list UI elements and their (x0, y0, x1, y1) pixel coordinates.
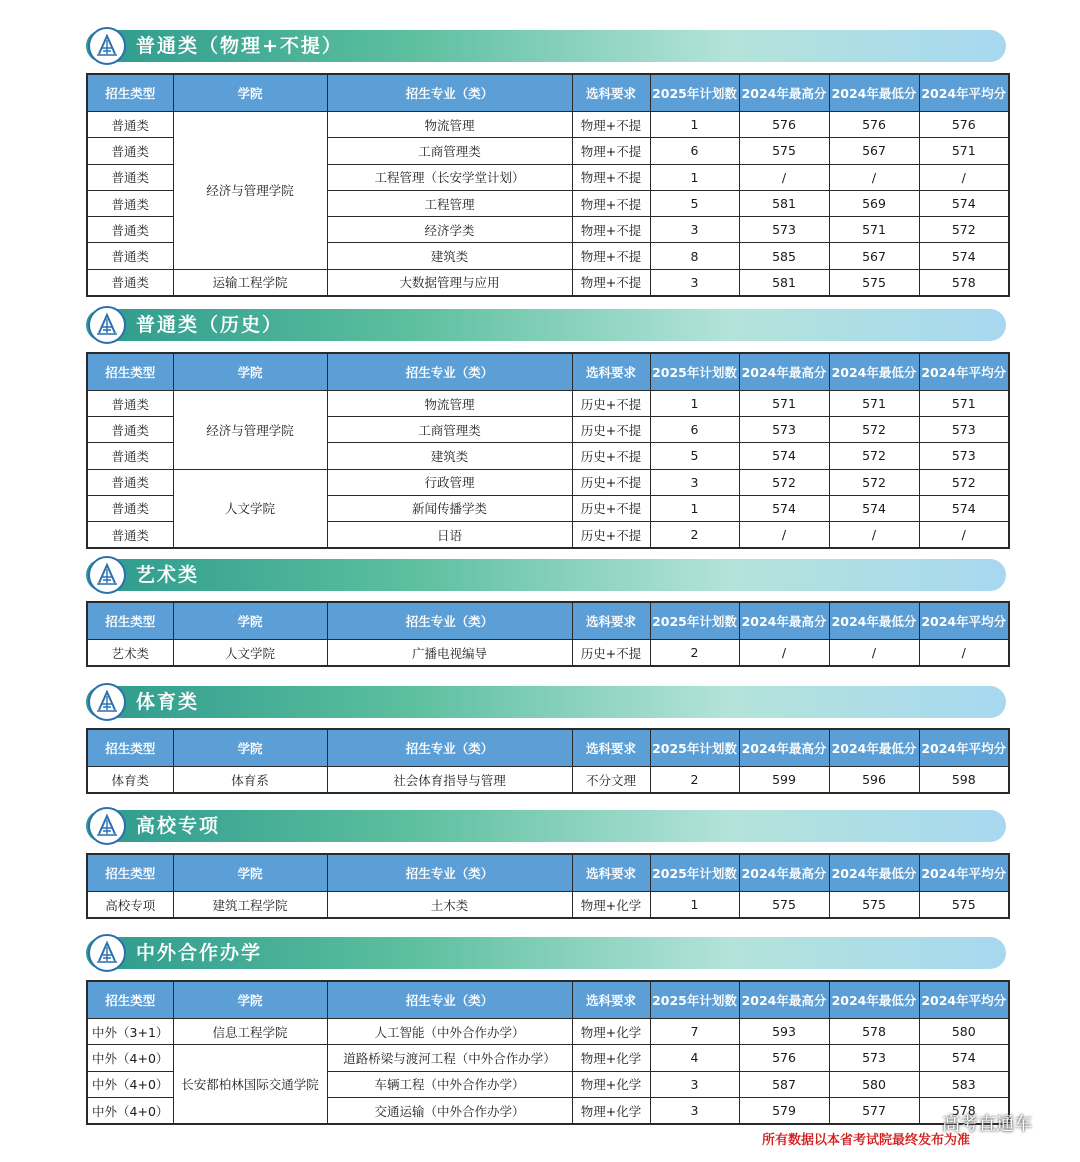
column-header-max-2024: 2024年最高分 (739, 353, 829, 391)
section-banner-bar (86, 810, 1006, 842)
score-table (86, 980, 1010, 1125)
cell-avg-2024: 571 (919, 138, 1009, 164)
column-header-min-2024: 2024年最低分 (829, 74, 919, 112)
cell-subject-req: 物理+不提 (572, 164, 650, 190)
column-header-avg-2024: 2024年平均分 (919, 729, 1009, 767)
cell-min-2024: 578 (829, 1019, 919, 1045)
cell-college: 建筑工程学院 (173, 892, 327, 919)
cell-type: 中外（4+0） (87, 1097, 173, 1124)
column-header-min-2024: 2024年最低分 (829, 602, 919, 640)
cell-type: 体育类 (87, 767, 173, 794)
footer-note: 所有数据以本省考试院最终发布为准 (762, 1133, 971, 1148)
cell-major: 工商管理类 (327, 138, 572, 164)
cell-major: 工程管理（长安学堂计划） (327, 164, 572, 190)
column-header-type: 招生类型 (87, 74, 173, 112)
cell-min-2024: 572 (829, 443, 919, 469)
section-banner (86, 309, 1008, 341)
cell-min-2024: / (829, 164, 919, 190)
column-header-avg-2024: 2024年平均分 (919, 854, 1009, 892)
cell-major: 土木类 (327, 892, 572, 919)
cell-plan-2025: 3 (650, 217, 739, 243)
cell-avg-2024: 578 (919, 1097, 1009, 1124)
cell-plan-2025: 2 (650, 767, 739, 794)
column-header-avg-2024: 2024年平均分 (919, 602, 1009, 640)
cell-major: 日语 (327, 521, 572, 548)
cell-college: 长安都柏林国际交通学院 (173, 1045, 327, 1124)
section-title: 体育类 (136, 691, 200, 713)
score-table (86, 853, 1010, 919)
cell-subject-req: 物理+不提 (572, 217, 650, 243)
university-emblem-icon (88, 934, 126, 972)
cell-type: 普通类 (87, 217, 173, 243)
column-header-major: 招生专业（类） (327, 353, 572, 391)
cell-college: 人文学院 (173, 469, 327, 548)
cell-avg-2024: 574 (919, 190, 1009, 216)
table-row (87, 269, 1009, 296)
column-header-college: 学院 (173, 353, 327, 391)
section-banner (86, 559, 1008, 591)
cell-type: 中外（4+0） (87, 1071, 173, 1097)
cell-max-2024: 575 (739, 892, 829, 919)
section-banner (86, 686, 1008, 718)
cell-min-2024: 596 (829, 767, 919, 794)
table-row (87, 391, 1009, 417)
column-header-max-2024: 2024年最高分 (739, 602, 829, 640)
cell-avg-2024: 580 (919, 1019, 1009, 1045)
column-header-college: 学院 (173, 854, 327, 892)
cell-college: 体育系 (173, 767, 327, 794)
cell-subject-req: 物理+不提 (572, 190, 650, 216)
cell-avg-2024: / (919, 521, 1009, 548)
cell-type: 中外（3+1） (87, 1019, 173, 1045)
column-header-min-2024: 2024年最低分 (829, 353, 919, 391)
cell-type: 普通类 (87, 495, 173, 521)
column-header-subject-req: 选科要求 (572, 602, 650, 640)
cell-max-2024: 581 (739, 190, 829, 216)
column-header-plan-2025: 2025年计划数 (650, 353, 739, 391)
column-header-major: 招生专业（类） (327, 854, 572, 892)
cell-major: 物流管理 (327, 112, 572, 138)
cell-type: 普通类 (87, 521, 173, 548)
cell-subject-req: 物理+化学 (572, 892, 650, 919)
cell-avg-2024: 572 (919, 217, 1009, 243)
cell-college: 信息工程学院 (173, 1019, 327, 1045)
column-header-plan-2025: 2025年计划数 (650, 74, 739, 112)
cell-type: 中外（4+0） (87, 1045, 173, 1071)
cell-type: 普通类 (87, 269, 173, 296)
cell-avg-2024: 583 (919, 1071, 1009, 1097)
cell-min-2024: 572 (829, 469, 919, 495)
cell-major: 交通运输（中外合作办学） (327, 1097, 572, 1124)
university-emblem-icon (88, 683, 126, 721)
table-row (87, 469, 1009, 495)
cell-max-2024: 574 (739, 495, 829, 521)
column-header-major: 招生专业（类） (327, 981, 572, 1019)
column-header-subject-req: 选科要求 (572, 854, 650, 892)
cell-major: 道路桥梁与渡河工程（中外合作办学） (327, 1045, 572, 1071)
column-header-college: 学院 (173, 729, 327, 767)
column-header-subject-req: 选科要求 (572, 729, 650, 767)
cell-subject-req: 不分文理 (572, 767, 650, 794)
cell-type: 普通类 (87, 443, 173, 469)
cell-plan-2025: 7 (650, 1019, 739, 1045)
column-header-type: 招生类型 (87, 981, 173, 1019)
watermark-text: 高考直通车 (942, 1114, 1032, 1135)
section-title: 普通类（物理+不提） (136, 35, 343, 57)
column-header-plan-2025: 2025年计划数 (650, 729, 739, 767)
cell-max-2024: / (739, 164, 829, 190)
cell-major: 建筑类 (327, 243, 572, 269)
cell-college: 经济与管理学院 (173, 391, 327, 470)
cell-subject-req: 历史+不提 (572, 521, 650, 548)
cell-plan-2025: 5 (650, 190, 739, 216)
cell-plan-2025: 1 (650, 892, 739, 919)
cell-plan-2025: 1 (650, 495, 739, 521)
cell-subject-req: 物理+化学 (572, 1071, 650, 1097)
cell-plan-2025: 2 (650, 521, 739, 548)
column-header-max-2024: 2024年最高分 (739, 854, 829, 892)
column-header-major: 招生专业（类） (327, 729, 572, 767)
cell-major: 车辆工程（中外合作办学） (327, 1071, 572, 1097)
cell-subject-req: 历史+不提 (572, 443, 650, 469)
table-header-row (87, 729, 1009, 767)
cell-min-2024: 567 (829, 138, 919, 164)
university-emblem-icon (88, 807, 126, 845)
column-header-subject-req: 选科要求 (572, 981, 650, 1019)
cell-college: 人文学院 (173, 640, 327, 667)
cell-max-2024: 572 (739, 469, 829, 495)
university-emblem-icon (88, 306, 126, 344)
table-header-row (87, 353, 1009, 391)
section-banner-bar (86, 937, 1006, 969)
table-header-row (87, 981, 1009, 1019)
cell-max-2024: 579 (739, 1097, 829, 1124)
cell-max-2024: 575 (739, 138, 829, 164)
cell-max-2024: 576 (739, 112, 829, 138)
cell-type: 普通类 (87, 138, 173, 164)
cell-min-2024: 572 (829, 417, 919, 443)
cell-college: 经济与管理学院 (173, 112, 327, 270)
cell-min-2024: / (829, 640, 919, 667)
cell-min-2024: 573 (829, 1045, 919, 1071)
cell-major: 建筑类 (327, 443, 572, 469)
cell-avg-2024: 578 (919, 269, 1009, 296)
cell-max-2024: 571 (739, 391, 829, 417)
cell-subject-req: 物理+不提 (572, 243, 650, 269)
section-title: 普通类（历史） (136, 314, 284, 336)
cell-subject-req: 物理+化学 (572, 1019, 650, 1045)
cell-max-2024: 573 (739, 417, 829, 443)
cell-subject-req: 物理+不提 (572, 269, 650, 296)
cell-min-2024: 569 (829, 190, 919, 216)
cell-avg-2024: 576 (919, 112, 1009, 138)
column-header-max-2024: 2024年最高分 (739, 729, 829, 767)
cell-subject-req: 历史+不提 (572, 391, 650, 417)
cell-subject-req: 历史+不提 (572, 495, 650, 521)
cell-plan-2025: 4 (650, 1045, 739, 1071)
column-header-college: 学院 (173, 74, 327, 112)
section-banner (86, 810, 1008, 842)
table-row (87, 1019, 1009, 1045)
column-header-plan-2025: 2025年计划数 (650, 602, 739, 640)
cell-plan-2025: 5 (650, 443, 739, 469)
cell-max-2024: 574 (739, 443, 829, 469)
score-table (86, 601, 1010, 667)
column-header-plan-2025: 2025年计划数 (650, 854, 739, 892)
cell-type: 普通类 (87, 469, 173, 495)
cell-type: 普通类 (87, 112, 173, 138)
score-table (86, 352, 1010, 549)
cell-plan-2025: 1 (650, 112, 739, 138)
cell-type: 普通类 (87, 243, 173, 269)
cell-subject-req: 物理+不提 (572, 138, 650, 164)
cell-min-2024: 580 (829, 1071, 919, 1097)
cell-subject-req: 物理+不提 (572, 112, 650, 138)
cell-max-2024: 585 (739, 243, 829, 269)
cell-major: 新闻传播学类 (327, 495, 572, 521)
cell-max-2024: 599 (739, 767, 829, 794)
cell-max-2024: / (739, 640, 829, 667)
cell-min-2024: 575 (829, 269, 919, 296)
column-header-plan-2025: 2025年计划数 (650, 981, 739, 1019)
cell-avg-2024: 574 (919, 495, 1009, 521)
cell-max-2024: 593 (739, 1019, 829, 1045)
cell-avg-2024: 571 (919, 391, 1009, 417)
cell-max-2024: 581 (739, 269, 829, 296)
column-header-major: 招生专业（类） (327, 602, 572, 640)
column-header-major: 招生专业（类） (327, 74, 572, 112)
score-table (86, 728, 1010, 794)
column-header-avg-2024: 2024年平均分 (919, 981, 1009, 1019)
column-header-max-2024: 2024年最高分 (739, 74, 829, 112)
column-header-college: 学院 (173, 602, 327, 640)
cell-subject-req: 物理+化学 (572, 1097, 650, 1124)
section-title: 高校专项 (136, 815, 221, 837)
cell-plan-2025: 8 (650, 243, 739, 269)
column-header-max-2024: 2024年最高分 (739, 981, 829, 1019)
section-title: 艺术类 (136, 564, 200, 586)
cell-major: 工商管理类 (327, 417, 572, 443)
cell-type: 艺术类 (87, 640, 173, 667)
cell-plan-2025: 6 (650, 138, 739, 164)
column-header-type: 招生类型 (87, 353, 173, 391)
section-banner-bar (86, 686, 1006, 718)
cell-type: 普通类 (87, 417, 173, 443)
cell-min-2024: / (829, 521, 919, 548)
column-header-subject-req: 选科要求 (572, 353, 650, 391)
cell-max-2024: 587 (739, 1071, 829, 1097)
cell-major: 经济学类 (327, 217, 572, 243)
table-row (87, 640, 1009, 667)
column-header-type: 招生类型 (87, 854, 173, 892)
section-banner-bar (86, 559, 1006, 591)
cell-min-2024: 567 (829, 243, 919, 269)
column-header-type: 招生类型 (87, 602, 173, 640)
section-banner-bar (86, 30, 1006, 62)
cell-major: 社会体育指导与管理 (327, 767, 572, 794)
cell-type: 普通类 (87, 190, 173, 216)
cell-plan-2025: 3 (650, 269, 739, 296)
cell-avg-2024: 574 (919, 1045, 1009, 1071)
cell-major: 大数据管理与应用 (327, 269, 572, 296)
column-header-college: 学院 (173, 981, 327, 1019)
university-emblem-icon (88, 27, 126, 65)
cell-major: 行政管理 (327, 469, 572, 495)
column-header-subject-req: 选科要求 (572, 74, 650, 112)
cell-plan-2025: 1 (650, 164, 739, 190)
cell-major: 人工智能（中外合作办学） (327, 1019, 572, 1045)
cell-min-2024: 574 (829, 495, 919, 521)
cell-type: 普通类 (87, 391, 173, 417)
cell-max-2024: 573 (739, 217, 829, 243)
table-row (87, 767, 1009, 794)
column-header-min-2024: 2024年最低分 (829, 981, 919, 1019)
cell-max-2024: 576 (739, 1045, 829, 1071)
table-row (87, 892, 1009, 919)
cell-plan-2025: 3 (650, 1071, 739, 1097)
cell-avg-2024: 575 (919, 892, 1009, 919)
cell-subject-req: 历史+不提 (572, 417, 650, 443)
cell-plan-2025: 1 (650, 391, 739, 417)
university-emblem-icon (88, 556, 126, 594)
cell-avg-2024: / (919, 640, 1009, 667)
cell-plan-2025: 3 (650, 469, 739, 495)
section-banner (86, 937, 1008, 969)
section-title: 中外合作办学 (136, 942, 263, 964)
cell-major: 工程管理 (327, 190, 572, 216)
cell-college: 运输工程学院 (173, 269, 327, 296)
column-header-avg-2024: 2024年平均分 (919, 74, 1009, 112)
cell-avg-2024: 598 (919, 767, 1009, 794)
section-banner-bar (86, 309, 1006, 341)
cell-min-2024: 577 (829, 1097, 919, 1124)
column-header-avg-2024: 2024年平均分 (919, 353, 1009, 391)
cell-avg-2024: 572 (919, 469, 1009, 495)
cell-min-2024: 571 (829, 217, 919, 243)
table-header-row (87, 602, 1009, 640)
table-row (87, 1045, 1009, 1071)
cell-major: 广播电视编导 (327, 640, 572, 667)
cell-subject-req: 物理+化学 (572, 1045, 650, 1071)
section-banner (86, 30, 1008, 62)
cell-min-2024: 575 (829, 892, 919, 919)
cell-subject-req: 历史+不提 (572, 640, 650, 667)
cell-min-2024: 576 (829, 112, 919, 138)
cell-type: 普通类 (87, 164, 173, 190)
cell-min-2024: 571 (829, 391, 919, 417)
cell-avg-2024: / (919, 164, 1009, 190)
cell-type: 高校专项 (87, 892, 173, 919)
column-header-type: 招生类型 (87, 729, 173, 767)
table-header-row (87, 854, 1009, 892)
cell-major: 物流管理 (327, 391, 572, 417)
cell-avg-2024: 574 (919, 243, 1009, 269)
cell-plan-2025: 2 (650, 640, 739, 667)
score-table (86, 73, 1010, 297)
cell-plan-2025: 6 (650, 417, 739, 443)
cell-subject-req: 历史+不提 (572, 469, 650, 495)
cell-avg-2024: 573 (919, 443, 1009, 469)
table-header-row (87, 74, 1009, 112)
cell-max-2024: / (739, 521, 829, 548)
cell-avg-2024: 573 (919, 417, 1009, 443)
column-header-min-2024: 2024年最低分 (829, 729, 919, 767)
table-row (87, 112, 1009, 138)
cell-plan-2025: 3 (650, 1097, 739, 1124)
column-header-min-2024: 2024年最低分 (829, 854, 919, 892)
